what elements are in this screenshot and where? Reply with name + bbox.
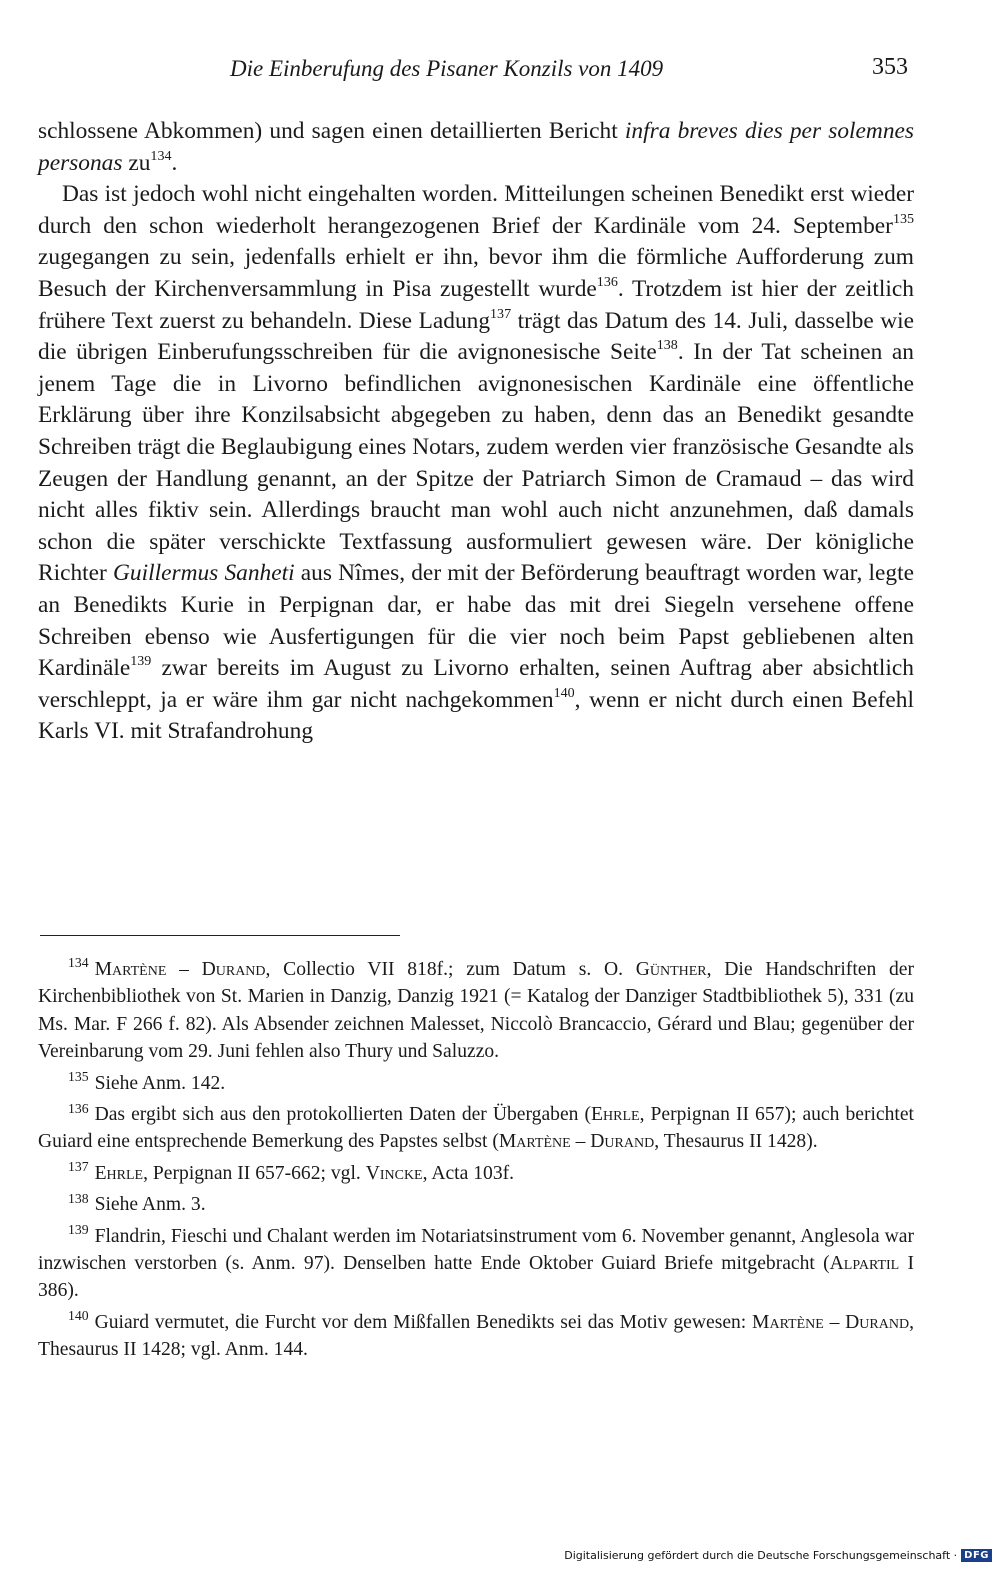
footnote-138: $^{138}$ Siehe Anm. 3.	[68, 1190, 206, 1216]
footnote-136: $^{136}$ Das ergibt sich aus den protokollierten Daten der Übergaben (Ehrle, Perpignan II 657); auch berichtet Guiard eine entsprechende Bemerkung des Papstes selbst (Martène – Durand, Thesaurus II 1428).	[38, 1100, 914, 1153]
footnote-ref-136: 136	[596, 274, 618, 291]
footnote-ref-139: 139	[130, 653, 152, 670]
footnote-140: $^{140}$ Guiard vermutet, die Furcht vor dem Mißfallen Benedikts sei das Motiv gewesen: Martène – Durand, Thesaurus II 1428; vgl. Anm. 144.	[38, 1308, 914, 1361]
footnotes	[38, 956, 914, 1368]
footnote-ref-138: 138	[656, 337, 678, 354]
footnote-139: $^{139}$ Flandrin, Fieschi und Chalant werden im Notariatsinstrument vom 6. November genannt, Anglesola war inzwischen verstorben (s. Anm. 97). Denselben hatte Ende Oktober Guiard Briefe mitgebracht (Alpartil I 386).	[38, 1222, 914, 1302]
footnote-ref-134: 134	[150, 147, 172, 164]
digitization-footer	[564, 1546, 992, 1564]
footnote-ref-135: 135	[892, 210, 914, 227]
paragraph-1: schlossene Abkommen) und sagen einen detaillierten Bericht infra breves dies per solemnes personas $zu^{134}$.	[38, 118, 914, 176]
funding-notice: Digitalisierung gefördert durch die Deutsche Forschungsgemeinschaft ·	[564, 1548, 958, 1562]
footnote-ref-140: 140	[553, 684, 575, 701]
footnote-137: $^{137}$ Ehrle, Perpignan II 657-662; vgl. Vincke, Acta 103f.	[68, 1159, 515, 1184]
running-title: Die Einberufung des Pisaner Konzils von 1409	[230, 56, 664, 81]
footnote-ref-137: 137	[490, 305, 512, 322]
footnote-separator	[40, 935, 400, 936]
footnote-134: $^{134}$ Martène – Durand, Collectio VII 818f.; zum Datum s. O. Günther, Die Handschriften der Kirchenbibliothek von St. Marien in Danzig, Danzig 1921 (= Katalog der Danziger Stadtbibliothek 5), 331 (zu Ms. Mar. F 266 f. 82). Als Absender zeichnen Malesset, Niccolò Brancaccio, Gérard und Blau; gegenüber der Vereinbarung vom 29. Juni fehlen also Thury und Saluzzo.	[38, 955, 914, 1063]
page-number: 353	[872, 54, 908, 80]
page-header	[38, 56, 914, 88]
dfg-logo-icon: DFG	[961, 1549, 992, 1562]
paragraph-2: Das ist jedoch wohl nicht eingehalten worden. Mitteilungen scheinen Benedikt erst wieder durch den schon wiederholt herangezogenen Brief der Kardinäle vom 24. September$^{135}$ zugegangen zu sein, jedenfalls erhielt er ihn, bevor ihm die förmliche Aufforderung zum Besuch der Kirchenversammlung in Pisa zugestellt wurde$^{136}$. Trotzdem ist hier der zeitlich frühere Text zuerst zu behandeln. Diese Ladung$^{137}$ trägt das Datum des 14. Juli, dasselbe wie die übrigen Einberufungsschreiben für die avignonesische Seite$^{138}$. In der Tat scheinen an jenem Tage die in Livorno befindlichen avignonesischen Kardinäle eine öffentliche Erklärung über ihre Konzilsabsicht abgegeben zu haben, denn das an Benedikt gesandte Schreiben trägt die Beglaubigung eines Notars, zudem werden vier französische Gesandte als Zeugen der Handlung genannt, an der Spitze der Patriarch Simon de Cramaud – das wird nicht alles fiktiv sein. Allerdings braucht man wohl auch nicht anzunehmen, daß damals schon die später verschickte Textfassung ausformuliert gewesen wäre. Der königliche Richter Guillermus Sanheti aus Nîmes, der mit der Beförderung beauftragt worden war, legte an Benedikts Kurie in Perpignan dar, er habe das mit drei Siegeln versehene offene Schreiben ebenso wie Ausfertigungen für die vier noch beim Papst gebliebenen alten Kardinäle$^{139}$ zwar bereits im August zu Livorno erhalten, seinen Auftrag aber absichtlich verschleppt, ja er wäre ihm gar nicht nachgekommen$^{140}$, wenn er nicht durch einen Befehl Karls VI. mit Strafandrohung	[38, 181, 915, 745]
footnote-135: $^{135}$ Siehe Anm. 142.	[68, 1069, 226, 1094]
body-text	[38, 116, 914, 748]
